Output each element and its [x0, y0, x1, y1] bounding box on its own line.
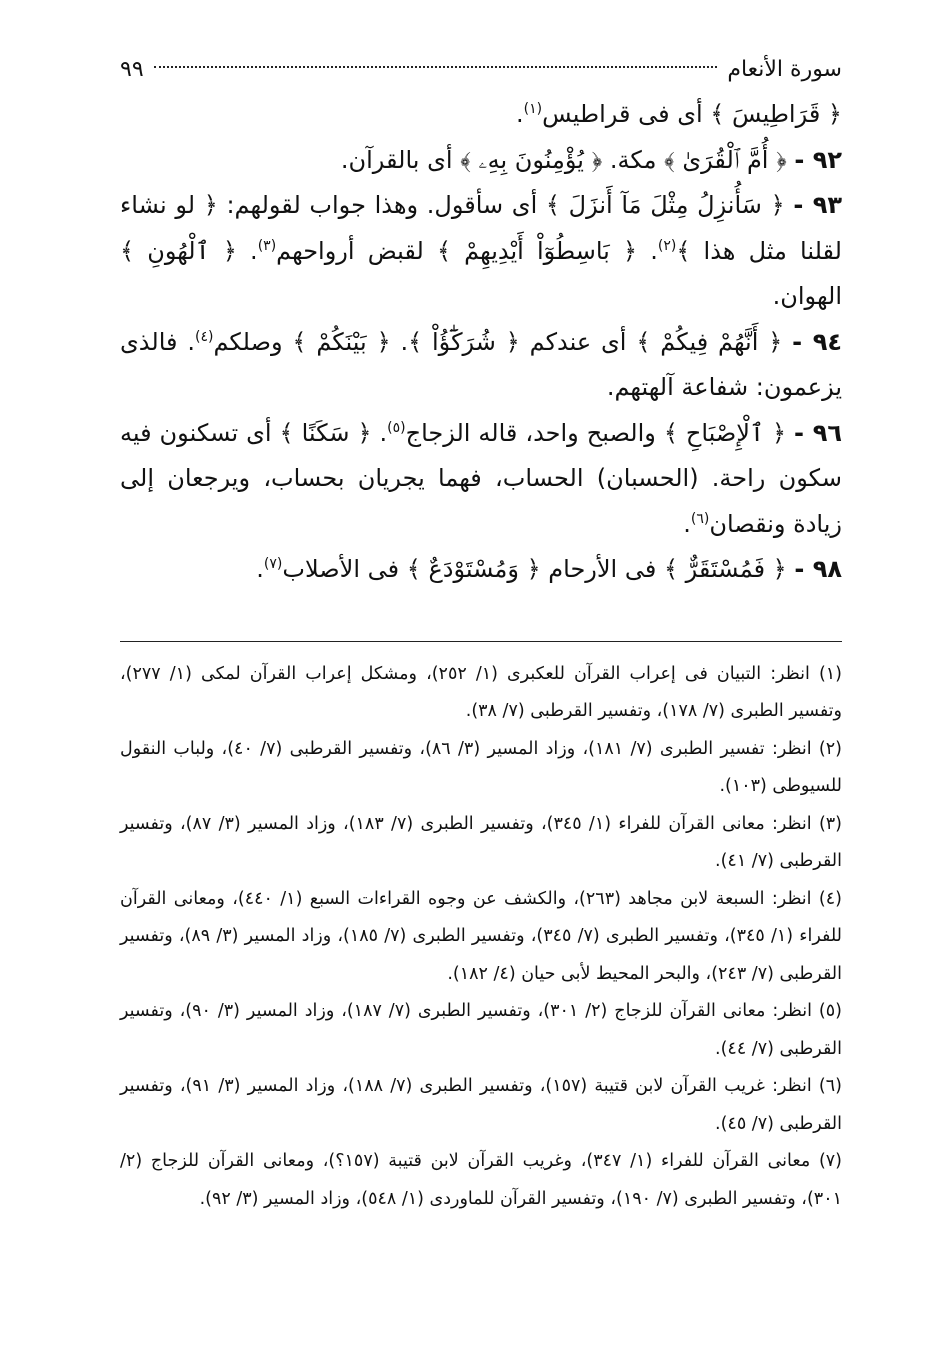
paragraph-1 [120, 92, 842, 138]
footnote-1 [120, 656, 842, 731]
paragraph-96-text-c: . [683, 509, 691, 538]
footnote-number: (٥) [818, 1001, 842, 1021]
footnote-text: معانى القرآن للفراء (١/ ٣٤٧)، وغريب القرآن لابن قتيبة (١٥٧؟)، ومعانى القرآن للزجاج (٢/ ٣٠١)، وتفسير الطبرى (٧/ ١٩٠)، وتفسير القرآن للماوردى (١/ ٥٤٨)، وزاد المسير (٣/ ٩٢). [120, 1151, 842, 1209]
paragraph-96-text-b: . ﴿ سَكَنًا ﴾ أى تسكنون فيه سكون راحة. (الحسبان) الحساب، فهما يجريان بحساب، ويرجعان إلى زيادة ونقصان [120, 418, 842, 538]
footnote-text: انظر: السبعة لابن مجاهد (٢٦٣)، والكشف عن وجوه القراءات السبع (١/ ٤٤٠)، ومعانى القرآن للفراء (١/ ٣٤٥)، وتفسير الطبرى (٧/ ٣٤٥)، وتفسير الطبرى (٧/ ١٨٥)، وزاد المسير (٣/ ٨٩)، وتفسير القرطبى (٧/ ٢٤٣)، والبحر المحيط لأبى حيان (٤/ ١٨٢). [120, 888, 842, 984]
paragraph-93-text-c: . ﴿ ٱلْهُونِ ﴾ الهوان. [120, 236, 842, 310]
footnote-text: انظر: معانى القرآن للزجاج (٢/ ٣٠١)، وتفسير الطبرى (٧/ ١٨٧)، وزاد المسير (٣/ ٩٠)، وتفسير القرطبى (٧/ ٤٤). [120, 1001, 842, 1059]
header-dot-leader [154, 66, 718, 68]
footnote-separator [120, 641, 842, 642]
verse-number-96: ٩٦ - [794, 418, 842, 447]
paragraph-93-text-a: ﴿ سَأُنزِلُ مِثْلَ مَآ أَنزَلَ ﴾ أى سأقول. وهذا جواب لقولهم: ﴿ لو نشاء لقلنا مثل هذا ﴾ [120, 191, 842, 265]
paragraph-94-text-b: . فالذى يزعمون: شفاعة آلهتهم. [120, 327, 842, 401]
footnote-ref-1: (١) [523, 101, 543, 117]
footnote-2 [120, 731, 842, 806]
paragraph-92 [120, 138, 842, 184]
book-page [120, 48, 842, 1218]
paragraph-94 [120, 320, 842, 411]
footnote-ref-4: (٤) [194, 328, 214, 345]
footnote-ref-2: (٢) [657, 237, 677, 254]
footnote-number: (٧) [818, 1151, 842, 1171]
verse-number-92: ٩٢ - [794, 145, 842, 174]
footnote-text: انظر: تفسير الطبرى (٧/ ١٨١)، وزاد المسير (٣/ ٨٦)، وتفسير القرطبى (٧/ ٤٠)، ولباب النقول للسيوطى (١٠٣). [120, 738, 842, 796]
footnote-ref-5: (٥) [387, 419, 406, 436]
footnote-number: (١) [818, 663, 842, 684]
verse-number-98: ٩٨ - [794, 555, 842, 583]
paragraph-98-text-b: . [256, 555, 264, 583]
paragraph-92-text: ﴿ أُمَّ ٱلْقُرَىٰ ﴾ مكة. ﴿ يُؤْمِنُونَ بِهِۦ ﴾ أى بالقرآن. [340, 145, 787, 174]
running-header [120, 48, 842, 92]
footnote-4 [120, 881, 842, 994]
footnote-number: (٢) [818, 738, 842, 759]
verse-number-93: ٩٣ - [793, 191, 842, 219]
paragraph-96-text-a: ﴿ ٱلْإِصْبَاحِ ﴾ والصبح واحد، قاله الزجاج [405, 418, 787, 447]
page-number: ٩٩ [120, 57, 144, 82]
paragraph-1-text: ﴿ قَرَاطِيسَ ﴾ أى فى قراطيس [542, 100, 842, 128]
footnote-ref-6: (٦) [690, 510, 710, 527]
paragraph-98 [120, 547, 842, 593]
footnote-text: انظر: معانى القرآن للفراء (١/ ٣٤٥)، وتفسير الطبرى (٧/ ١٨٣)، وزاد المسير (٣/ ٨٧)، وتفسير القرطبى (٧/ ٤١). [120, 813, 842, 871]
main-text [120, 92, 842, 593]
surah-title: سورة الأنعام [727, 57, 842, 82]
paragraph-93-text-b: . ﴿ بَاسِطُوٓاْ أَيْدِيهِمْ ﴾ لقبض أرواحهم [276, 236, 658, 265]
paragraph-93 [120, 183, 842, 320]
footnote-number: (٣) [818, 813, 842, 834]
footnote-6 [120, 1068, 842, 1143]
verse-number-94: ٩٤ - [792, 327, 843, 356]
footnote-5 [120, 993, 842, 1068]
footnote-text: انظر: التبيان فى إعراب القرآن للعكبرى (١/ ٢٥٢)، ومشكل إعراب القرآن لمكى (١/ ٢٧٧)، وتفسير الطبرى (٧/ ١٧٨)، وتفسير القرطبى (٧/ ٣٨). [120, 663, 842, 721]
footnote-3 [120, 806, 842, 881]
paragraph-98-text-a: ﴿ فَمُسْتَقَرٌّ ﴾ فى الأرحام ﴿ وَمُسْتَوْدَعٌ ﴾ فى الأصلاب [282, 555, 787, 583]
paragraph-94-text-a: ﴿ أَنَّهُمْ فِيكُمْ ﴾ أى عندكم ﴿ شُرَكَٰٓؤُاْ ﴾. ﴿ بَيْنَكُمْ ﴾ وصلكم [213, 327, 783, 356]
footnote-ref-3: (٣) [257, 237, 277, 254]
footnotes [120, 656, 842, 1219]
footnote-text: انظر: غريب القرآن لابن قتيبة (١٥٧)، وتفسير الطبرى (٧/ ١٨٨)، وزاد المسير (٣/ ٩١)، وتفسير القرطبى (٧/ ٤٥). [120, 1076, 842, 1134]
paragraph-1-end: . [516, 100, 524, 128]
paragraph-96 [120, 411, 842, 548]
footnote-7 [120, 1143, 842, 1218]
footnote-number: (٤) [818, 888, 842, 909]
footnote-ref-7: (٧) [263, 556, 283, 572]
footnote-number: (٦) [818, 1076, 842, 1096]
